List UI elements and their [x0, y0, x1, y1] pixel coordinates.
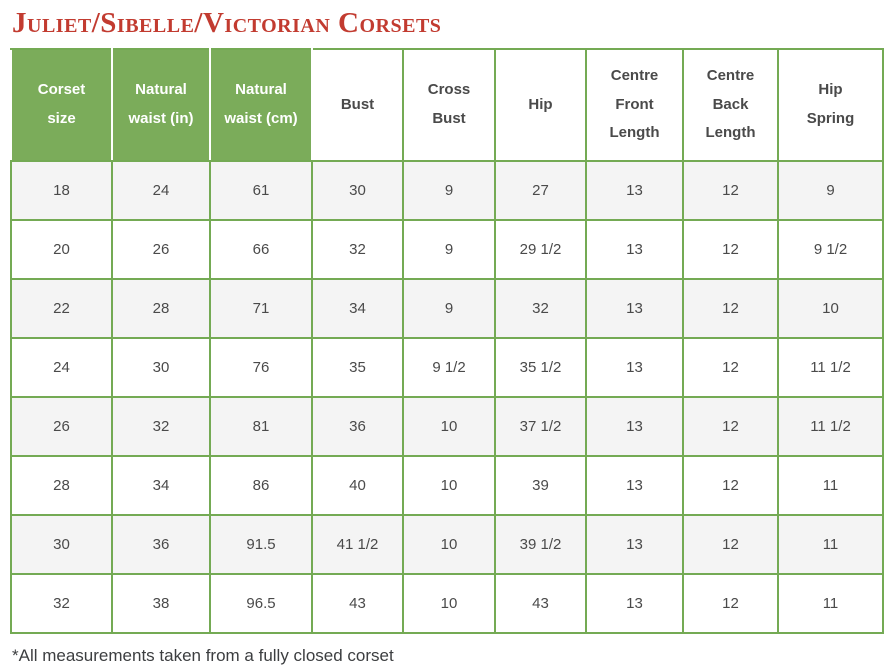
- data-cell-r4-c5: 37 1/2: [495, 397, 586, 456]
- data-cell-r5-c4: 10: [403, 456, 495, 515]
- data-cell-r7-c1: 38: [112, 574, 210, 633]
- column-header-0: Corset size: [11, 49, 112, 161]
- table-body: [11, 161, 883, 633]
- data-cell-r0-c5: 27: [495, 161, 586, 220]
- data-cell-r7-c4: 10: [403, 574, 495, 633]
- column-header-1: Natural waist (in): [112, 49, 210, 161]
- data-cell-r4-c6: 13: [586, 397, 683, 456]
- data-cell-r1-c0: 20: [11, 220, 112, 279]
- data-cell-r2-c7: 12: [683, 279, 778, 338]
- data-cell-r1-c7: 12: [683, 220, 778, 279]
- data-cell-r5-c6: 13: [586, 456, 683, 515]
- data-cell-r5-c2: 86: [210, 456, 312, 515]
- data-cell-r0-c8: 9: [778, 161, 883, 220]
- data-cell-r5-c5: 39: [495, 456, 586, 515]
- data-cell-r7-c2: 96.5: [210, 574, 312, 633]
- column-header-3: Bust: [312, 49, 403, 161]
- data-cell-r0-c6: 13: [586, 161, 683, 220]
- column-header-4: Cross Bust: [403, 49, 495, 161]
- data-cell-r7-c3: 43: [312, 574, 403, 633]
- data-cell-r2-c2: 71: [210, 279, 312, 338]
- data-cell-r7-c6: 13: [586, 574, 683, 633]
- data-cell-r6-c5: 39 1/2: [495, 515, 586, 574]
- data-cell-r0-c3: 30: [312, 161, 403, 220]
- table-row-0: [11, 161, 883, 220]
- data-cell-r1-c1: 26: [112, 220, 210, 279]
- table-row-2: [11, 279, 883, 338]
- data-cell-r2-c8: 10: [778, 279, 883, 338]
- table-row-7: [11, 574, 883, 633]
- column-header-5: Hip: [495, 49, 586, 161]
- column-header-6: Centre Front Length: [586, 49, 683, 161]
- data-cell-r6-c8: 11: [778, 515, 883, 574]
- table-row-4: [11, 397, 883, 456]
- data-cell-r4-c1: 32: [112, 397, 210, 456]
- data-cell-r6-c7: 12: [683, 515, 778, 574]
- data-cell-r6-c1: 36: [112, 515, 210, 574]
- data-cell-r1-c3: 32: [312, 220, 403, 279]
- data-cell-r2-c1: 28: [112, 279, 210, 338]
- data-cell-r7-c8: 11: [778, 574, 883, 633]
- data-cell-r5-c8: 11: [778, 456, 883, 515]
- data-cell-r0-c7: 12: [683, 161, 778, 220]
- corset-size-table: [10, 48, 884, 634]
- data-cell-r6-c6: 13: [586, 515, 683, 574]
- page-title: Juliet/Sibelle/Victorian Corsets: [12, 7, 442, 39]
- data-cell-r5-c3: 40: [312, 456, 403, 515]
- data-cell-r5-c7: 12: [683, 456, 778, 515]
- data-cell-r7-c5: 43: [495, 574, 586, 633]
- table-header-row: [11, 49, 883, 161]
- data-cell-r0-c1: 24: [112, 161, 210, 220]
- data-cell-r3-c0: 24: [11, 338, 112, 397]
- data-cell-r6-c3: 41 1/2: [312, 515, 403, 574]
- data-cell-r2-c5: 32: [495, 279, 586, 338]
- data-cell-r7-c0: 32: [11, 574, 112, 633]
- data-cell-r7-c7: 12: [683, 574, 778, 633]
- data-cell-r3-c5: 35 1/2: [495, 338, 586, 397]
- data-cell-r3-c3: 35: [312, 338, 403, 397]
- data-cell-r4-c8: 11 1/2: [778, 397, 883, 456]
- data-cell-r4-c4: 10: [403, 397, 495, 456]
- column-header-8: Hip Spring: [778, 49, 883, 161]
- data-cell-r1-c2: 66: [210, 220, 312, 279]
- data-cell-r3-c4: 9 1/2: [403, 338, 495, 397]
- table-footnote: *All measurements taken from a fully closed corset: [12, 645, 394, 665]
- table-row-1: [11, 220, 883, 279]
- table-row-3: [11, 338, 883, 397]
- data-cell-r6-c0: 30: [11, 515, 112, 574]
- data-cell-r3-c6: 13: [586, 338, 683, 397]
- data-cell-r1-c5: 29 1/2: [495, 220, 586, 279]
- column-header-2: Natural waist (cm): [210, 49, 312, 161]
- column-header-7: Centre Back Length: [683, 49, 778, 161]
- data-cell-r4-c7: 12: [683, 397, 778, 456]
- data-cell-r0-c0: 18: [11, 161, 112, 220]
- data-cell-r3-c2: 76: [210, 338, 312, 397]
- data-cell-r4-c3: 36: [312, 397, 403, 456]
- data-cell-r3-c1: 30: [112, 338, 210, 397]
- data-cell-r4-c2: 81: [210, 397, 312, 456]
- table-row-5: [11, 456, 883, 515]
- data-cell-r5-c0: 28: [11, 456, 112, 515]
- data-cell-r2-c0: 22: [11, 279, 112, 338]
- data-cell-r3-c8: 11 1/2: [778, 338, 883, 397]
- data-cell-r2-c4: 9: [403, 279, 495, 338]
- data-cell-r3-c7: 12: [683, 338, 778, 397]
- table-header: [11, 49, 883, 161]
- data-cell-r6-c2: 91.5: [210, 515, 312, 574]
- data-cell-r1-c8: 9 1/2: [778, 220, 883, 279]
- data-cell-r4-c0: 26: [11, 397, 112, 456]
- data-cell-r2-c3: 34: [312, 279, 403, 338]
- data-cell-r1-c4: 9: [403, 220, 495, 279]
- data-cell-r0-c2: 61: [210, 161, 312, 220]
- table-row-6: [11, 515, 883, 574]
- data-cell-r6-c4: 10: [403, 515, 495, 574]
- data-cell-r2-c6: 13: [586, 279, 683, 338]
- data-cell-r1-c6: 13: [586, 220, 683, 279]
- data-cell-r0-c4: 9: [403, 161, 495, 220]
- data-cell-r5-c1: 34: [112, 456, 210, 515]
